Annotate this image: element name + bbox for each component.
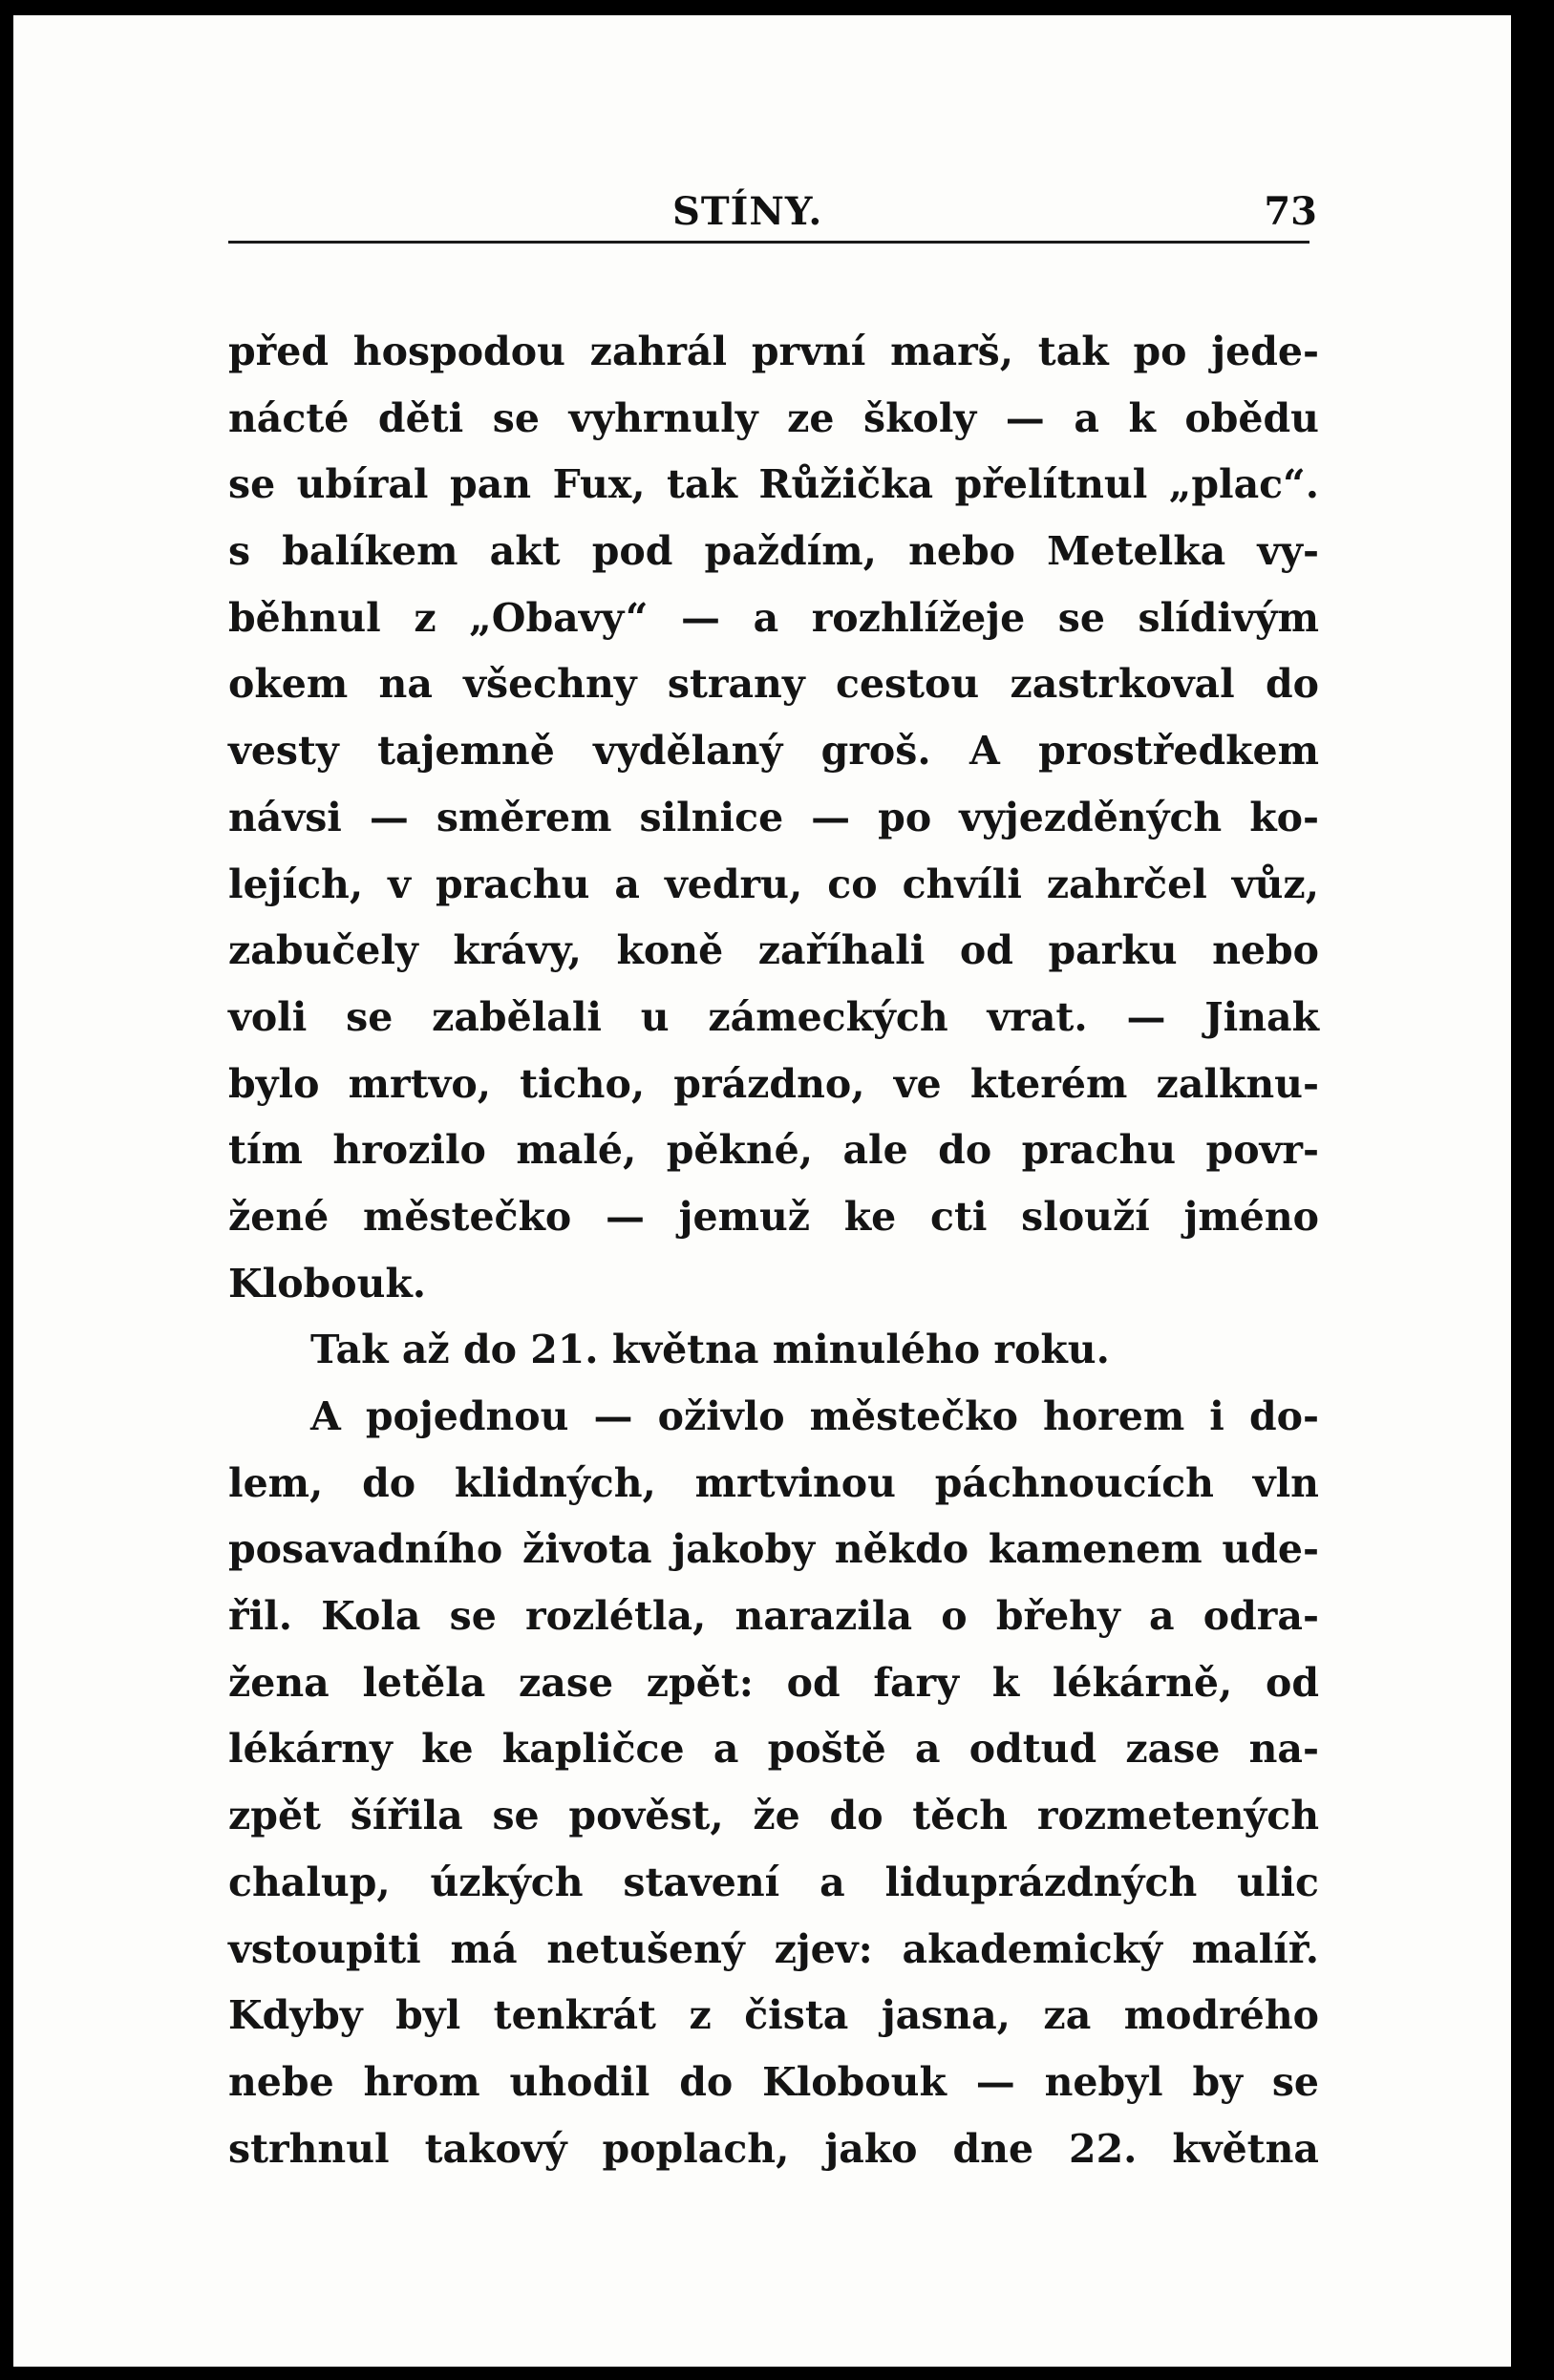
text-line: lem, do klidných, mrtvinou páchnoucích vln <box>228 1459 1319 1506</box>
running-title: STÍNY. <box>672 189 823 234</box>
text-line: žené městečko — jemuž ke cti slouží jméno <box>228 1193 1319 1240</box>
text-line: lejích, v prachu a vedru, co chvíli zahrčel vůz, <box>228 861 1319 907</box>
text-line: před hospodou zahrál první marš, tak po jede- <box>228 329 1319 374</box>
text-line: návsi — směrem silnice — po vyjezděných ko- <box>228 794 1319 840</box>
text-line: Tak až do 21. května minulého roku. <box>310 1327 1110 1373</box>
text-line: posavadního života jakoby někdo kamenem ude- <box>228 1526 1319 1573</box>
header-rule <box>228 241 1309 244</box>
text-line: A pojednou — oživlo městečko horem i do- <box>310 1393 1319 1439</box>
text-line: běhnul z „Obavy“ — a rozhlížeje se slídivým <box>228 594 1319 641</box>
text-line: zabučely krávy, koně zaříhali od parku nebo <box>228 927 1319 974</box>
text-line: zpět šířila se pověst, že do těch rozmetených <box>228 1793 1319 1839</box>
text-line: Klobouk. <box>228 1260 427 1307</box>
text-line: lékárny ke kapličce a poště a odtud zase na- <box>228 1726 1319 1773</box>
text-line: řil. Kola se rozlétla, narazila o břehy a odra- <box>228 1593 1319 1640</box>
text-line: s balíkem akt pod paždím, nebo Metelka vy- <box>228 528 1319 575</box>
text-line: vstoupiti má netušený zjev: akademický malíř. <box>228 1925 1319 1972</box>
body-text <box>228 319 1319 2182</box>
text-line: vesty tajemně vydělaný groš. A prostředkem <box>228 728 1319 775</box>
text-line: Kdyby byl tenkrát z čista jasna, za modrého <box>228 1992 1319 2039</box>
text-line: okem na všechny strany cestou zastrkoval do <box>228 661 1319 708</box>
text-line: tím hrozilo malé, pěkné, ale do prachu povr- <box>228 1127 1319 1174</box>
book-page <box>13 15 1511 2367</box>
text-line: voli se zabělali u zámeckých vrat. — Jinak <box>228 993 1319 1040</box>
text-line: žena letěla zase zpět: od fary k lékárně, od <box>228 1659 1319 1706</box>
page-header <box>228 181 1317 239</box>
text-line: nebe hrom uhodil do Klobouk — nebyl by se <box>228 2058 1319 2105</box>
text-line: strhnul takový poplach, jako dne 22. května <box>228 2125 1319 2172</box>
text-line: bylo mrtvo, ticho, prázdno, ve kterém zalknu- <box>228 1060 1319 1107</box>
text-line: chalup, úzkých stavení a liduprázdných ulic <box>228 1859 1319 1905</box>
page-number: 73 <box>1264 189 1317 234</box>
text-line: se ubíral pan Fux, tak Růžička přelítnul „plac“. <box>228 461 1319 508</box>
text-line: nácté děti se vyhrnuly ze školy — a k obědu <box>228 394 1319 441</box>
